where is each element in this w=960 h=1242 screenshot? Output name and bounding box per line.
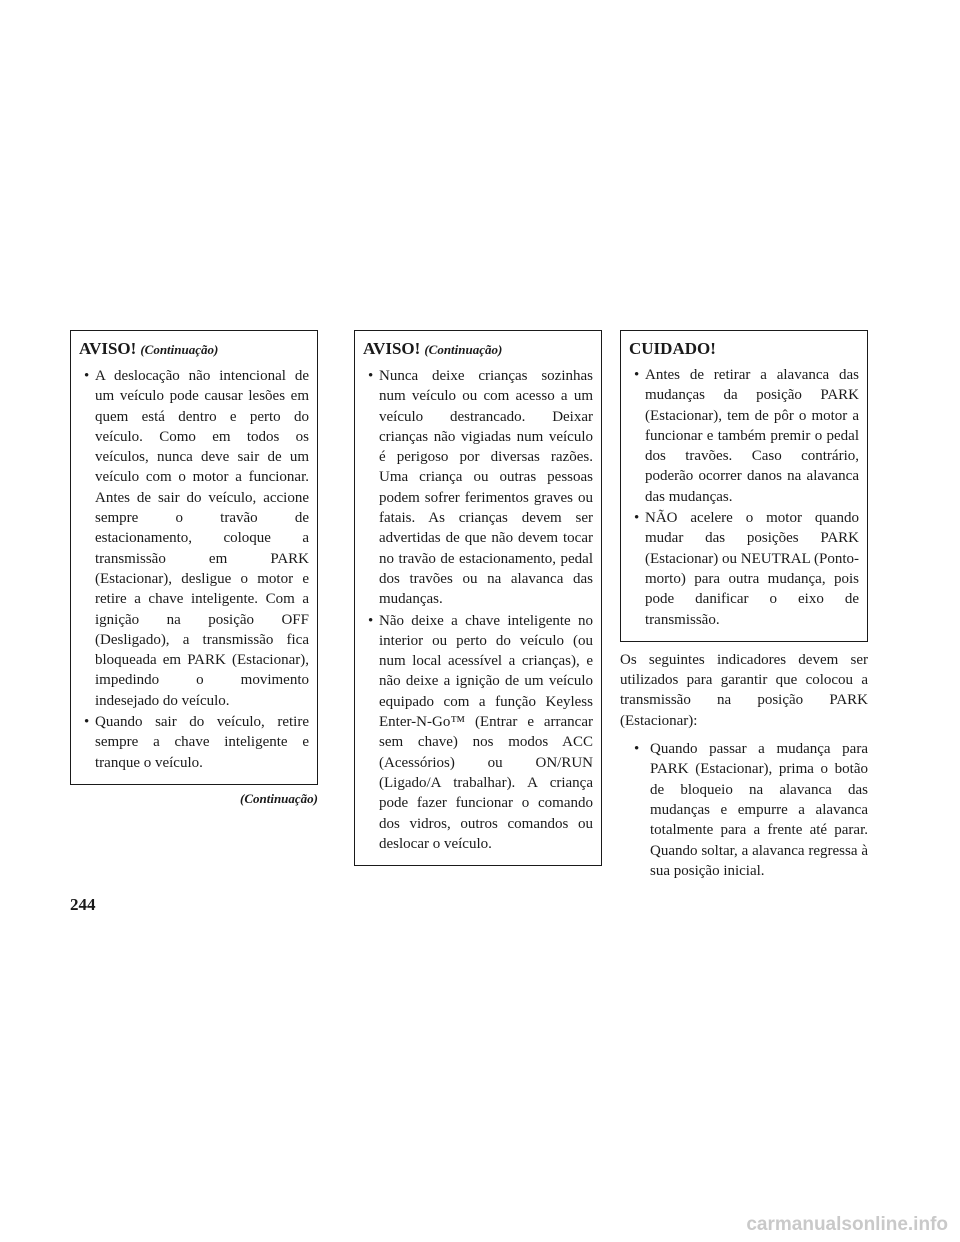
bullet-icon: • [84, 368, 90, 384]
warning-box-1 [70, 330, 318, 785]
warning-title-text: AVISO! [363, 339, 421, 358]
bullet-icon: • [634, 510, 640, 527]
list-item: • A deslocação não intencional de um veículo pode causar lesões em quem está dentro e perto do veículo. Como em todos os veículos, nunca deve sair de um veículo com o motor a funcionar. Antes de sair do veículo, accione sempre o travão de estacionamento, coloque a transmissão em PARK (Estacionar), desligue o motor e retire a chave inteligente. Com a ignição na posição OFF (Desligado), a transmissão fica bloqueada em PARK (Estacionar), impedindo o movimento indesejado do veículo. [84, 368, 309, 709]
caution-column [620, 330, 868, 882]
warning-list-2 [363, 366, 593, 854]
caution-list [629, 365, 859, 630]
warning-title-text: AVISO! [79, 339, 137, 358]
list-item: • Antes de retirar a alavanca das mudanças da posição PARK (Estacionar), tem de pôr o motor a funcionar e também premir o pedal dos travões. Caso contrário, poderão ocorrer danos na alavanca das mudanças. [634, 367, 859, 505]
list-item: • Quando sair do veículo, retire sempre a chave inteligente e tranque o veículo. [84, 714, 309, 771]
bullet-icon: • [84, 714, 90, 731]
bullet-icon: • [368, 612, 374, 629]
bullet-icon: • [634, 367, 640, 383]
caution-box [620, 330, 868, 642]
continuation-footer: (Continuação) [239, 790, 318, 806]
warning-title-2 [363, 339, 593, 360]
list-item: • NÃO acelere o motor quando mudar das posições PARK (Estacionar) ou NEUTRAL (Ponto-morto) para outra mudança, pois pode danificar o eixo de transmissão. [634, 510, 859, 628]
bullet-icon: • [634, 741, 640, 758]
indicator-list [620, 739, 868, 881]
warning-list-1 [79, 366, 309, 773]
warning-column-2 [354, 330, 602, 866]
bullet-icon: • [368, 368, 374, 384]
warning-box-2 [354, 330, 602, 866]
page-number: 244 [70, 895, 96, 914]
continuation-label: (Continuação) [424, 342, 503, 357]
warning-column-1 [70, 330, 318, 807]
list-item: • Nunca deixe crianças sozinhas num veículo ou com acesso a um veículo destrancado. Deixar crianças não vigiadas num veículo é perigoso por diversas razões. Uma criança ou outras pessoas podem sofrer ferimentos graves ou fatais. As crianças devem ser advertidas de que não devem tocar no travão de estacionamento, pedal dos travões ou na alavanca das mudanças. [368, 368, 593, 608]
continuation-label: (Continuação) [140, 342, 219, 357]
list-item: • Quando passar a mudança para PARK (Estacionar), prima o botão de bloqueio na alavanca das mudanças e empurre a alavanca totalmente para a frente até parar. Quando soltar, a alavanca regressa à sua posição inicial. [634, 741, 868, 879]
caution-title: CUIDADO! [629, 339, 716, 358]
warning-title-1 [79, 339, 309, 360]
body-paragraph: Os seguintes indicadores devem ser utilizados para garantir que colocou a transmissão na posição PARK (Estacionar): [620, 651, 868, 729]
list-item: • Não deixe a chave inteligente no interior ou perto do veículo (ou num local acessível a crianças), e não deixe a ignição de um veículo equipado com a função Keyless Enter-N-Go™ (Entrar e arrancar sem chave) nos modos ACC (Acessórios) ou ON/RUN (Ligado/A trabalhar). A criança pode fazer funcionar o comando dos vidros, outros comandos ou deslocar o veículo. [368, 612, 593, 852]
watermark: carmanualsonline.info [746, 1214, 948, 1235]
